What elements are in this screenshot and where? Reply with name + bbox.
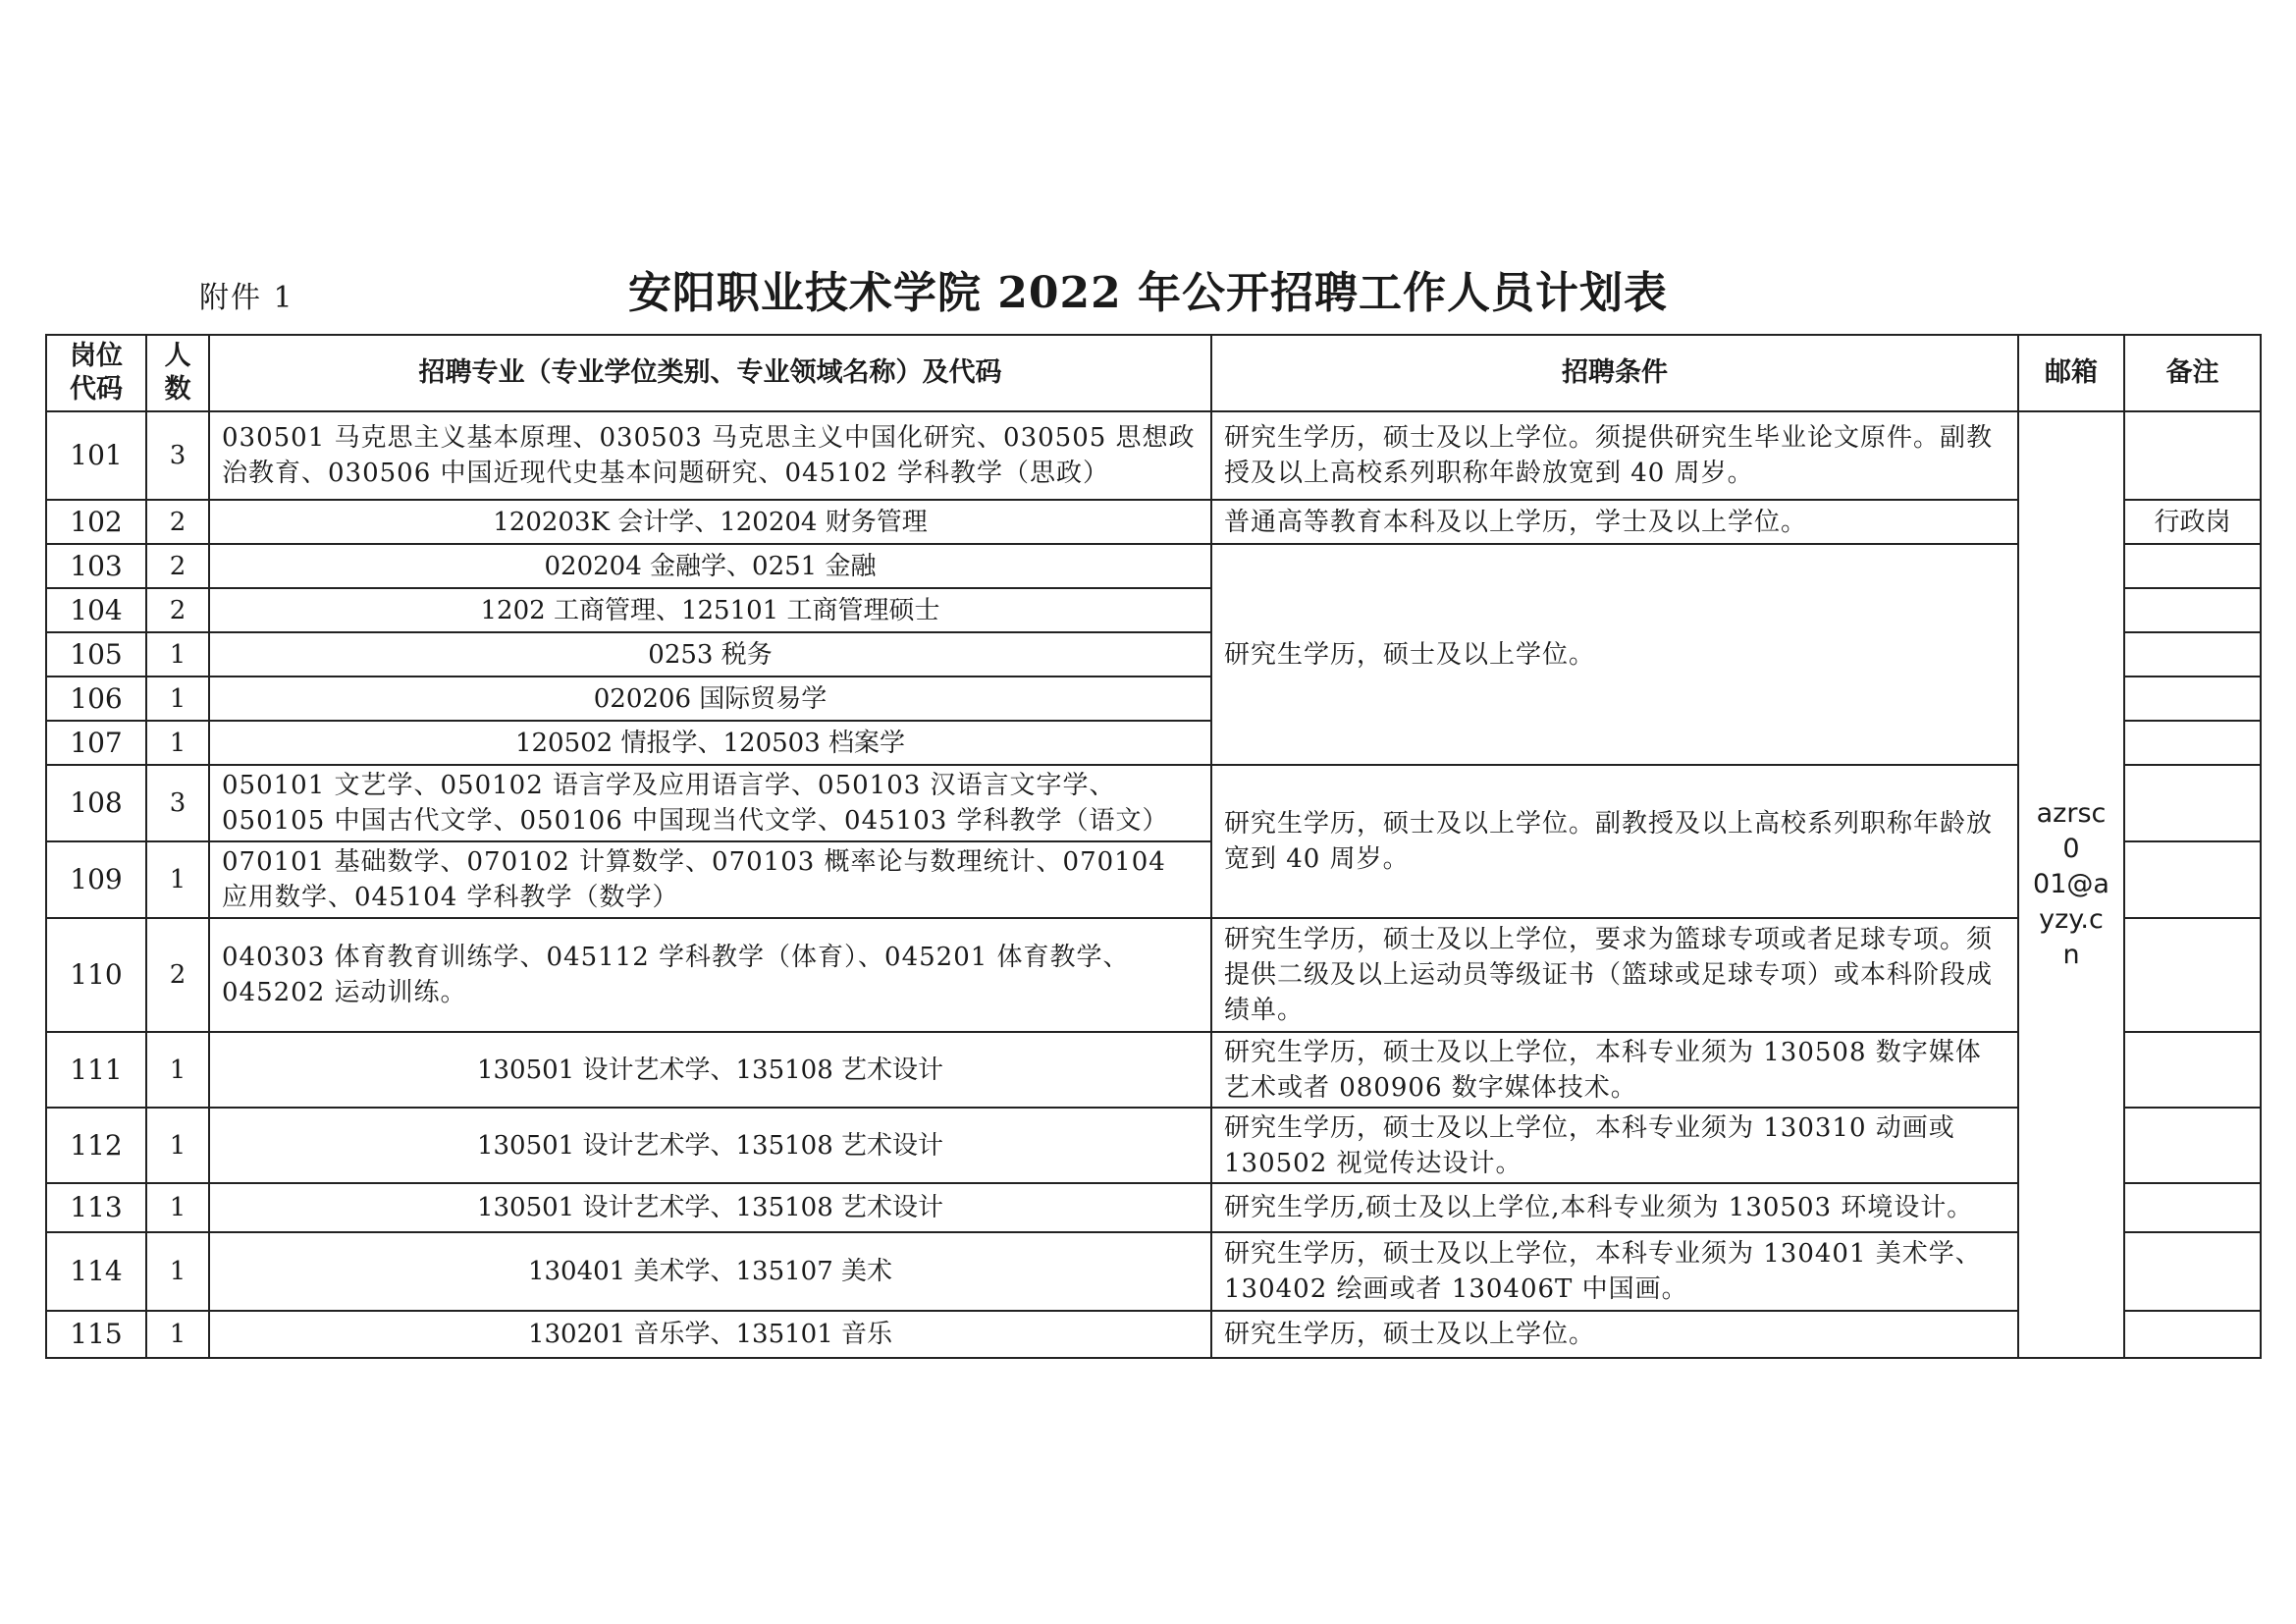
post-code: 104 (46, 588, 146, 632)
major-cell: 130401 美术学、135107 美术 (209, 1232, 1211, 1311)
recruitment-plan-table (45, 334, 2262, 1359)
headcount: 1 (146, 1032, 209, 1108)
note-cell (2124, 1032, 2261, 1108)
email-line-3: yzy.cn (2039, 904, 2104, 970)
note-cell (2124, 765, 2261, 841)
post-code: 111 (46, 1032, 146, 1108)
note-cell: 行政岗 (2124, 500, 2261, 544)
major-cell: 120203K 会计学、120204 财务管理 (209, 500, 1211, 544)
email-line-1: azrsc0 (2036, 798, 2107, 864)
major-cell: 120502 情报学、120503 档案学 (209, 721, 1211, 765)
note-cell (2124, 721, 2261, 765)
conditions-cell: 研究生学历，硕士及以上学位。副教授及以上高校系列职称年龄放宽到 40 周岁。 (1211, 765, 2018, 918)
note-cell (2124, 411, 2261, 500)
post-code: 106 (46, 677, 146, 721)
note-cell (2124, 588, 2261, 632)
header-email: 邮箱 (2018, 335, 2124, 411)
note-cell (2124, 918, 2261, 1032)
table-row (46, 500, 2261, 544)
major-cell: 020204 金融学、0251 金融 (209, 544, 1211, 588)
conditions-cell: 研究生学历，硕士及以上学位。须提供研究生毕业论文原件。副教授及以上高校系列职称年龄放宽到 40 周岁。 (1211, 411, 2018, 500)
headcount: 1 (146, 1108, 209, 1183)
headcount: 3 (146, 765, 209, 841)
headcount: 2 (146, 588, 209, 632)
note-cell (2124, 632, 2261, 677)
table-row (46, 1032, 2261, 1108)
conditions-cell: 研究生学历，硕士及以上学位。 (1211, 544, 2018, 765)
table-row (46, 1183, 2261, 1232)
headcount: 2 (146, 544, 209, 588)
headcount: 1 (146, 1311, 209, 1358)
header-count-line2: 数 (164, 374, 191, 405)
header-major: 招聘专业（专业学位类别、专业领域名称）及代码 (209, 335, 1211, 411)
header-post-code-line2: 代码 (70, 374, 123, 405)
post-code: 103 (46, 544, 146, 588)
email-line-2: 01@a (2033, 869, 2109, 899)
table-row (46, 1311, 2261, 1358)
post-code: 107 (46, 721, 146, 765)
post-code: 113 (46, 1183, 146, 1232)
headcount: 1 (146, 721, 209, 765)
headcount: 1 (146, 1183, 209, 1232)
page-title: 安阳职业技术学院 2022 年公开招聘工作人员计划表 (627, 268, 1669, 318)
headcount: 1 (146, 677, 209, 721)
conditions-cell: 研究生学历，硕士及以上学位，本科专业须为 130310 动画或 130502 视觉传达设计。 (1211, 1108, 2018, 1183)
major-cell: 1202 工商管理、125101 工商管理硕士 (209, 588, 1211, 632)
major-cell: 0253 税务 (209, 632, 1211, 677)
email-cell (2018, 411, 2124, 1358)
header-row (46, 335, 2261, 411)
table-row (46, 411, 2261, 500)
major-cell: 130501 设计艺术学、135108 艺术设计 (209, 1032, 1211, 1108)
note-cell (2124, 1183, 2261, 1232)
note-cell (2124, 1232, 2261, 1311)
post-code: 101 (46, 411, 146, 500)
attachment-label: 附件 1 (199, 281, 294, 315)
header-notes: 备注 (2124, 335, 2261, 411)
post-code: 109 (46, 841, 146, 918)
post-code: 115 (46, 1311, 146, 1358)
headcount: 1 (146, 1232, 209, 1311)
note-cell (2124, 841, 2261, 918)
conditions-cell: 研究生学历，硕士及以上学位，本科专业须为 130508 数字媒体艺术或者 080906 数字媒体技术。 (1211, 1032, 2018, 1108)
post-code: 102 (46, 500, 146, 544)
header-conditions: 招聘条件 (1211, 335, 2018, 411)
conditions-cell: 普通高等教育本科及以上学历，学士及以上学位。 (1211, 500, 2018, 544)
header-post-code-line1: 岗位 (70, 341, 123, 371)
major-cell: 020206 国际贸易学 (209, 677, 1211, 721)
headcount: 1 (146, 632, 209, 677)
major-cell: 050101 文艺学、050102 语言学及应用语言学、050103 汉语言文字学、050105 中国古代文学、050106 中国现当代文学、045103 学科教学（语文） (209, 765, 1211, 841)
conditions-cell: 研究生学历,硕士及以上学位,本科专业须为 130503 环境设计。 (1211, 1183, 2018, 1232)
post-code: 105 (46, 632, 146, 677)
major-cell: 070101 基础数学、070102 计算数学、070103 概率论与数理统计、070104 应用数学、045104 学科教学（数学） (209, 841, 1211, 918)
post-code: 108 (46, 765, 146, 841)
conditions-cell: 研究生学历，硕士及以上学位。 (1211, 1311, 2018, 1358)
major-cell: 030501 马克思主义基本原理、030503 马克思主义中国化研究、030505 思想政治教育、030506 中国近现代史基本问题研究、045102 学科教学（思政） (209, 411, 1211, 500)
header-post-code (46, 335, 146, 411)
header-count-line1: 人 (164, 341, 191, 371)
major-cell: 130201 音乐学、135101 音乐 (209, 1311, 1211, 1358)
post-code: 114 (46, 1232, 146, 1311)
table-row (46, 1108, 2261, 1183)
note-cell (2124, 1311, 2261, 1358)
headcount: 2 (146, 918, 209, 1032)
major-cell: 040303 体育教育训练学、045112 学科教学（体育）、045201 体育教学、045202 运动训练。 (209, 918, 1211, 1032)
note-cell (2124, 1108, 2261, 1183)
post-code: 112 (46, 1108, 146, 1183)
major-cell: 130501 设计艺术学、135108 艺术设计 (209, 1183, 1211, 1232)
table-row (46, 1232, 2261, 1311)
headcount: 2 (146, 500, 209, 544)
note-cell (2124, 677, 2261, 721)
major-cell: 130501 设计艺术学、135108 艺术设计 (209, 1108, 1211, 1183)
header-count (146, 335, 209, 411)
headcount: 3 (146, 411, 209, 500)
table-row (46, 765, 2261, 841)
conditions-cell: 研究生学历，硕士及以上学位，要求为篮球专项或者足球专项。须提供二级及以上运动员等级证书（篮球或足球专项）或本科阶段成绩单。 (1211, 918, 2018, 1032)
table-row (46, 918, 2261, 1032)
conditions-cell: 研究生学历，硕士及以上学位，本科专业须为 130401 美术学、130402 绘画或者 130406T 中国画。 (1211, 1232, 2018, 1311)
post-code: 110 (46, 918, 146, 1032)
note-cell (2124, 544, 2261, 588)
headcount: 1 (146, 841, 209, 918)
table-row (46, 544, 2261, 588)
